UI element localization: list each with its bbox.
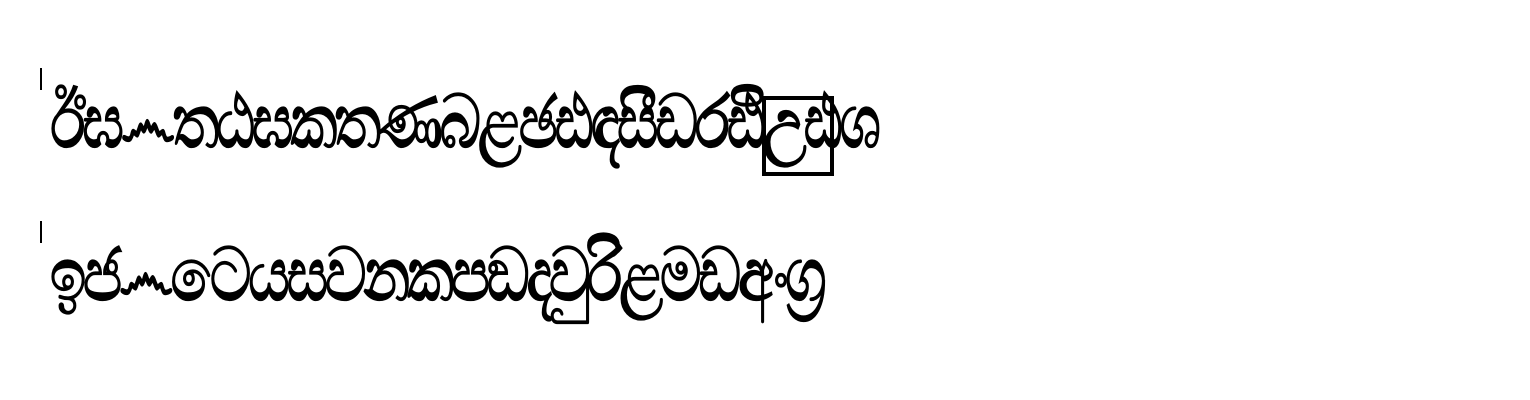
line-marker <box>40 68 42 90</box>
line-marker <box>40 221 42 243</box>
missing-glyph-box <box>762 96 834 176</box>
specimen-glyphs-line-2: ඉජ෴ටෙයසවනකපඞදවුරිළමඩඅංග්‍ර <box>50 232 824 318</box>
specimen-glyphs-line-1: ඊඝ෴තඨඝකතණබළඡඪඳසීඩ෮ඪිඋඪශ <box>50 79 878 165</box>
